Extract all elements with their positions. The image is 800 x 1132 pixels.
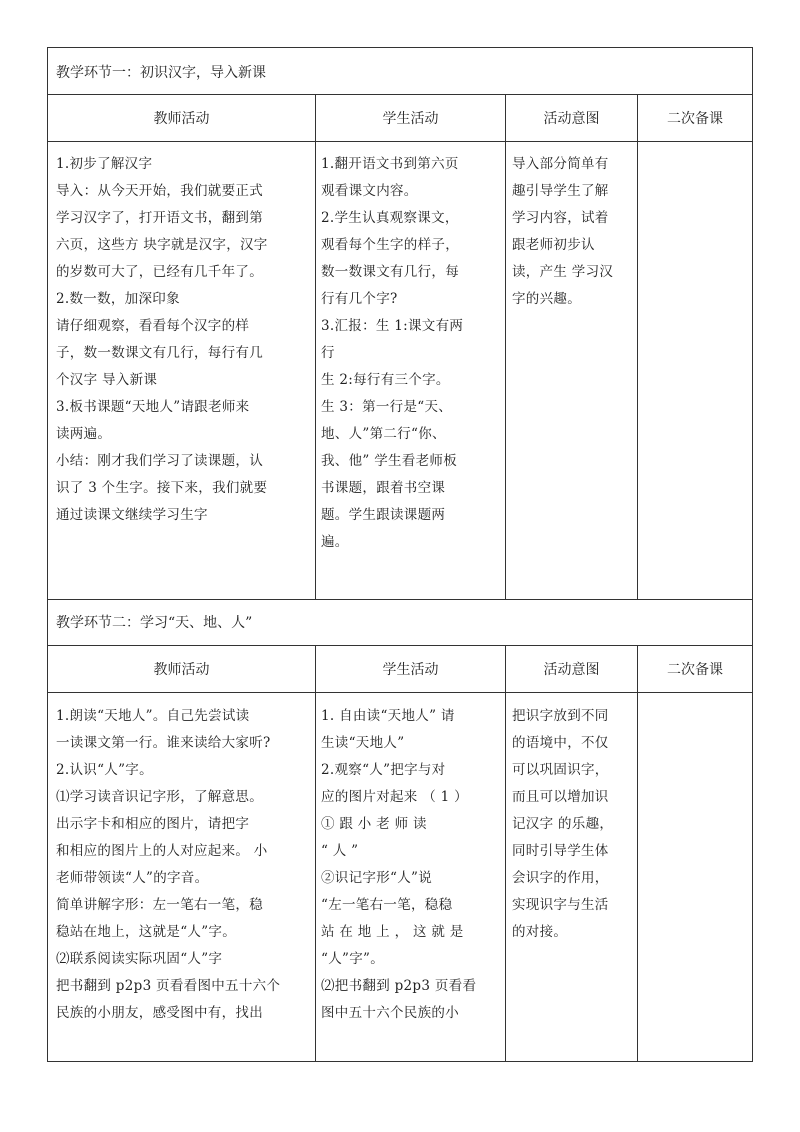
column-divider [315, 645, 316, 1062]
column-divider [505, 94, 506, 599]
student-activity-text: 1. 自由读“天地人” 请 生读“天地人” 2.观察“人”把字与对 应的图片对起来 （ 1 ） ① 跟 小 老 师 读 “ 人 ” ②识记字形“人”说 “左一笔右一笔，稳稳 站 在 地 上 ， 这 就 是 “人”字”。 ⑵把书翻到 p2p3 页看看 图中五十六个民族的小 [321, 708, 477, 1021]
header-activity-intent: 活动意图 [543, 111, 600, 127]
header-teacher-activity: 教师活动 [153, 111, 210, 127]
activity-intent-text: 导入部分简单有 趣引导学生了解 学习内容，试着 跟老师初步认 读，产生 学习汉 字的兴趣。 [512, 156, 614, 307]
teacher-activity-text: 1.初步了解汉字 导入：从今天开始，我们就要正式 学习汉字了，打开语文书，翻到第 六页，这些方 块字就是汉字，汉字 的岁数可大了，已经有几千年了。 2.数一数，加深印象 请仔细观察，看看每个汉字的样 子，数一数课文有几行，每行有几 个汉字 导入新课 3.板书课题“天地人”请跟老师来 读两遍。 小结：刚才我们学习了读课题，认 识了 3 个生字。接下来，我们就要 通过读课文继续学习生字 [56, 156, 268, 523]
header-second-prep: 二次备课 [667, 111, 723, 127]
row-divider [47, 94, 753, 95]
column-divider [637, 645, 638, 1062]
header-activity-intent: 活动意图 [543, 662, 600, 678]
column-divider [637, 94, 638, 599]
header-student-activity: 学生活动 [382, 662, 439, 678]
row-divider [47, 692, 753, 693]
row-divider [47, 645, 753, 646]
teacher-activity-text: 1.朗读“天地人”。自己先尝试读 一读课文第一行。谁来读给大家听? 2.认识“人”字。 ⑴学习读音识记字形，了解意思。 出示字卡和相应的图片，请把字 和相应的图片上的人对应起来。 小 老师带领读“人”的字音。 简单讲解字形：左一笔右一笔，稳 稳站在地上，这就是“人”字。 ⑵联系阅读实际巩固“人”字 把书翻到 p2p3 页看看图中五十六个 民族的小朋友，感受图中有，找出 [56, 708, 281, 1021]
activity-intent-text: 把识字放到不同 的语境中，不仅 可以巩固识字， 而且可以增加识 记汉字 的乐趣， 同时引导学生体 会识字的作用， 实现识字与生活 的对接。 [512, 708, 614, 940]
section-title: 教学环节二：学习“天、地、人” [56, 615, 253, 631]
student-activity-text: 1.翻开语文书到第六页 观看课文内容。 2.学生认真观察课文， 观看每个生字的样子， 数一数课文有几行，每 行有几个字? 3.汇报：生 1:课文有两 行 生 2:每行有三个字。 生 3：第一行是“天、 地、人”第二行“你、 我、他” 学生看老师板 书课题，跟着书空课 题。学生跟读课题两 遍。 [321, 156, 464, 550]
row-divider [47, 141, 753, 142]
row-divider [47, 599, 753, 600]
section-title: 教学环节一：初识汉字，导入新课 [56, 65, 266, 81]
column-divider [505, 645, 506, 1062]
header-teacher-activity: 教师活动 [153, 662, 210, 678]
column-divider [315, 94, 316, 599]
header-second-prep: 二次备课 [667, 662, 723, 678]
header-student-activity: 学生活动 [382, 111, 439, 127]
